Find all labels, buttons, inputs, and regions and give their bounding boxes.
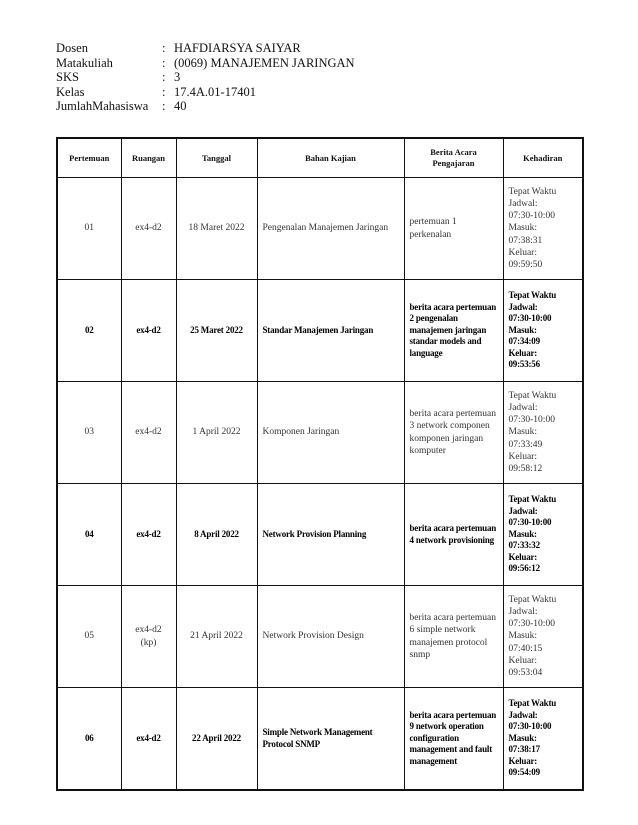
header-bahan-kajian: Bahan Kajian bbox=[257, 138, 404, 178]
info-row-dosen bbox=[56, 41, 355, 56]
cell-tanggal: 25 Maret 2022 bbox=[176, 280, 257, 382]
cell-kehadiran: Tepat Waktu Jadwal: 07:30-10:00 Masuk: 07:38:31 Keluar: 09:59:50 bbox=[503, 178, 583, 280]
cell-bahan-kajian: Standar Manajemen Jaringan bbox=[257, 280, 404, 382]
cell-tanggal: 18 Maret 2022 bbox=[176, 178, 257, 280]
cell-bahan-kajian: Network Provision Design bbox=[257, 586, 404, 688]
cell-berita-acara: berita acara pertemuan 4 network provisioning bbox=[404, 484, 503, 586]
cell-ruangan: ex4-d2 bbox=[121, 484, 176, 586]
table-row bbox=[57, 280, 583, 382]
cell-ruangan: ex4-d2 (kp) bbox=[121, 586, 176, 688]
info-colon: : bbox=[162, 99, 166, 114]
table-header-row bbox=[57, 138, 583, 178]
cell-berita-acara: berita acara pertemuan 9 network operation configuration management and fault management bbox=[404, 688, 503, 791]
header-berita-acara: Berita Acara Pengajaran bbox=[404, 138, 503, 178]
cell-bahan-kajian: Network Provision Planning bbox=[257, 484, 404, 586]
cell-pertemuan: 03 bbox=[57, 382, 121, 484]
info-label: JumlahMahasiswa bbox=[56, 99, 149, 114]
cell-berita-acara: berita acara pertemuan 3 network componen komponen jaringan komputer bbox=[404, 382, 503, 484]
info-row-matakuliah bbox=[56, 56, 355, 71]
cell-ruangan: ex4-d2 bbox=[121, 382, 176, 484]
cell-pertemuan: 06 bbox=[57, 688, 121, 791]
cell-kehadiran: Tepat Waktu Jadwal: 07:30-10:00 Masuk: 07:38:17 Keluar: 09:54:09 bbox=[503, 688, 583, 791]
cell-bahan-kajian: Komponen Jaringan bbox=[257, 382, 404, 484]
info-value: HAFDIARSYA SAIYAR bbox=[174, 41, 301, 55]
cell-tanggal: 1 April 2022 bbox=[176, 382, 257, 484]
table-row bbox=[57, 178, 583, 280]
info-value: 17.4A.01-17401 bbox=[174, 84, 256, 99]
info-value: (0069) MANAJEMEN JARINGAN bbox=[174, 55, 355, 70]
cell-berita-acara: berita acara pertemuan 6 simple network manajemen protocol snmp bbox=[404, 586, 503, 688]
info-row-kelas bbox=[56, 85, 355, 100]
cell-kehadiran: Tepat Waktu Jadwal: 07:30-10:00 Masuk: 07:40:15 Keluar: 09:53:04 bbox=[503, 586, 583, 688]
cell-bahan-kajian: Simple Network Management Protocol SNMP bbox=[257, 688, 404, 791]
cell-pertemuan: 01 bbox=[57, 178, 121, 280]
attendance-table bbox=[56, 137, 584, 791]
info-row-sks bbox=[56, 70, 355, 85]
cell-kehadiran: Tepat Waktu Jadwal: 07:30-10:00 Masuk: 07:33:32 Keluar: 09:56:12 bbox=[503, 484, 583, 586]
cell-kehadiran: Tepat Waktu Jadwal: 07:30-10:00 Masuk: 07:34:09 Keluar: 09:53:56 bbox=[503, 280, 583, 382]
info-row-jumlah-mahasiswa bbox=[56, 99, 355, 114]
info-colon: : bbox=[162, 41, 166, 55]
cell-tanggal: 21 April 2022 bbox=[176, 586, 257, 688]
cell-berita-acara: pertemuan 1 perkenalan bbox=[404, 178, 503, 280]
cell-ruangan: ex4-d2 bbox=[121, 178, 176, 280]
course-info bbox=[56, 41, 355, 114]
cell-pertemuan: 04 bbox=[57, 484, 121, 586]
info-label: Matakuliah bbox=[56, 55, 113, 70]
cell-tanggal: 22 April 2022 bbox=[176, 688, 257, 791]
cell-pertemuan: 05 bbox=[57, 586, 121, 688]
cell-kehadiran: Tepat Waktu Jadwal: 07:30-10:00 Masuk: 07:33:49 Keluar: 09:58:12 bbox=[503, 382, 583, 484]
cell-berita-acara: berita acara pertemuan 2 pengenalan manajemen jaringan standar models and language bbox=[404, 280, 503, 382]
header-ruangan: Ruangan bbox=[121, 138, 176, 178]
info-colon: : bbox=[162, 55, 166, 70]
header-tanggal: Tanggal bbox=[176, 138, 257, 178]
info-colon: : bbox=[162, 70, 166, 85]
cell-ruangan: ex4-d2 bbox=[121, 280, 176, 382]
info-value: 3 bbox=[174, 70, 181, 85]
info-label: Kelas bbox=[56, 84, 85, 99]
table-row bbox=[57, 586, 583, 688]
table-row bbox=[57, 484, 583, 586]
header-pertemuan: Pertemuan bbox=[57, 138, 121, 178]
cell-tanggal: 8 April 2022 bbox=[176, 484, 257, 586]
cell-ruangan: ex4-d2 bbox=[121, 688, 176, 791]
info-value: 40 bbox=[174, 99, 187, 114]
info-label: SKS bbox=[56, 70, 79, 85]
cell-pertemuan: 02 bbox=[57, 280, 121, 382]
info-label: Dosen bbox=[56, 41, 88, 55]
table-row bbox=[57, 382, 583, 484]
table-row bbox=[57, 688, 583, 791]
cell-bahan-kajian: Pengenalan Manajemen Jaringan bbox=[257, 178, 404, 280]
info-colon: : bbox=[162, 84, 166, 99]
header-kehadiran: Kehadiran bbox=[503, 138, 583, 178]
